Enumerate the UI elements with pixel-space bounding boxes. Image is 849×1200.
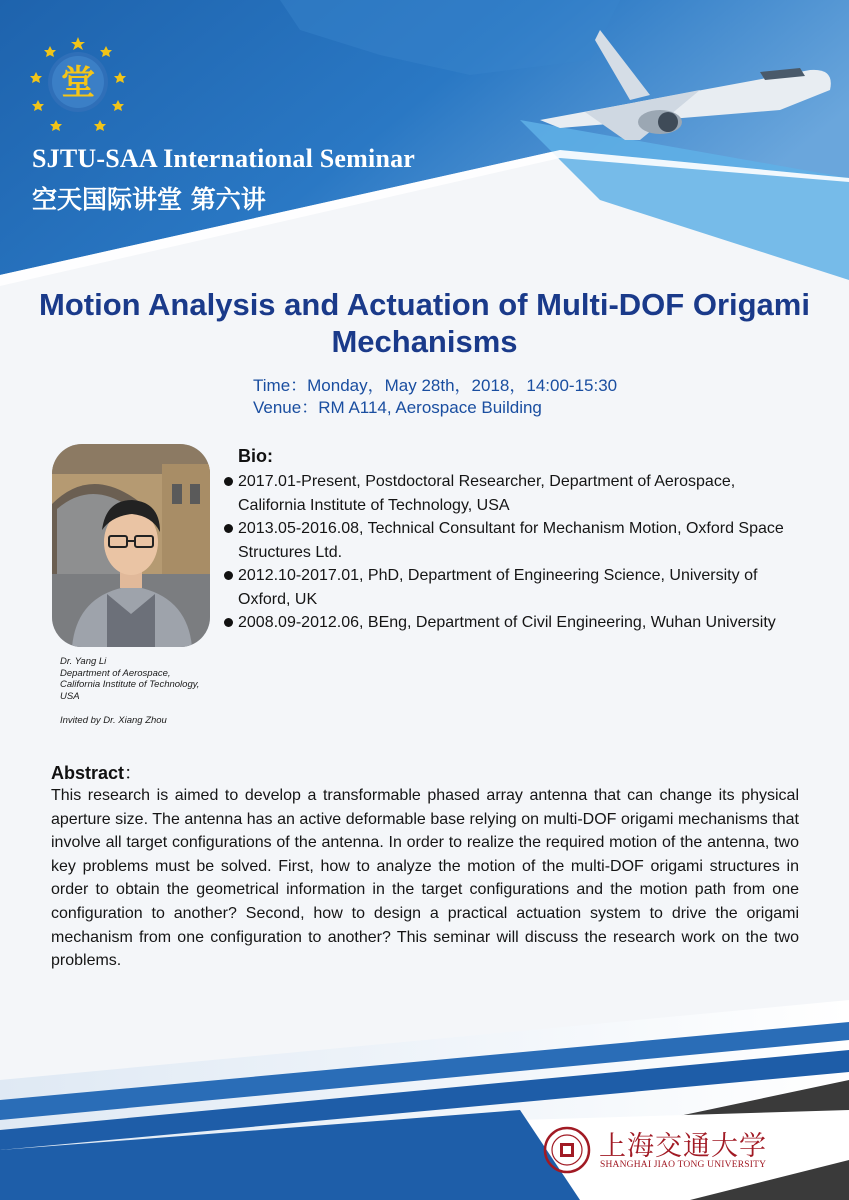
seminar-logo [28, 32, 128, 132]
speaker-affiliation-2: California Institute of Technology, [60, 679, 200, 690]
bio-heading: Bio: [238, 446, 273, 466]
seminar-series-title: SJTU-SAA International Seminar [32, 144, 416, 173]
event-venue: Venue：RM A114, Aerospace Building [253, 398, 542, 417]
university-name-en: SHANGHAI JIAO TONG UNIVERSITY [600, 1160, 767, 1170]
bio-item-text: 2017.01-Present, Postdoctoral Researcher, Department of Aerospace, California Institute of Technology, USA [238, 473, 736, 514]
bio-item [222, 564, 802, 611]
speaker-photo [52, 444, 210, 647]
abstract-heading [51, 759, 142, 785]
invited-by: Invited by Dr. Xiang Zhou [60, 715, 167, 726]
abstract-heading-colon: ： [124, 763, 143, 783]
university-name-zh: 上海交通大学 [599, 1131, 767, 1162]
bullet-icon [224, 477, 233, 486]
speaker-affiliation-1: Department of Aerospace, [60, 667, 171, 679]
event-time: Time：Monday，May 28th，2018，14:00-15:30 [253, 376, 618, 395]
bio-item-text: 2012.10-2017.01, PhD, Department of Engineering Science, University of Oxford, UK [238, 567, 758, 608]
bio-item [222, 611, 802, 635]
logo-character: 堂 [61, 63, 95, 103]
bullet-icon [224, 524, 233, 533]
seminar-series-title-zh: 空天国际讲堂 第六讲 [32, 185, 266, 214]
bio-item [222, 470, 802, 517]
speaker-affiliation-3: USA [60, 690, 80, 702]
speaker-name: Dr. Yang Li [60, 656, 107, 667]
bullet-icon [224, 618, 233, 627]
bio-item [222, 517, 802, 564]
bio-item-text: 2013.05-2016.08, Technical Consultant for Mechanism Motion, Oxford Space Structures Ltd. [238, 520, 784, 561]
event-details [253, 375, 617, 419]
bio-list [222, 470, 802, 635]
abstract-heading-text: Abstract [51, 763, 125, 783]
sjtu-logo [543, 1124, 767, 1176]
speaker-caption [60, 656, 220, 727]
talk-title: Motion Analysis and Actuation of Multi-DOF Origami Mechanisms [39, 287, 810, 359]
abstract-body: This research is aimed to develop a transformable phased array antenna that can change its physical aperture size. The antenna has an active deformable base relying on multi-DOF origami mechanisms that involve all target configurations of the antenna. In order to realize the required motion of the antenna, two key problems must be solved. First, how to analyze the motion of the multi-DOF origami structures in order to obtain the geometrical information in the target configurations and the motion path from one configuration to another? Second, how to design a practical actuation system to drive the origami mechanism from one configuration to another? This seminar will discuss the research work on the two problems. [51, 787, 799, 970]
bio-item-text: 2008.09-2012.06, BEng, Department of Civil Engineering, Wuhan University [238, 614, 776, 631]
bullet-icon [224, 571, 233, 580]
sjtu-seal-icon [543, 1126, 591, 1174]
